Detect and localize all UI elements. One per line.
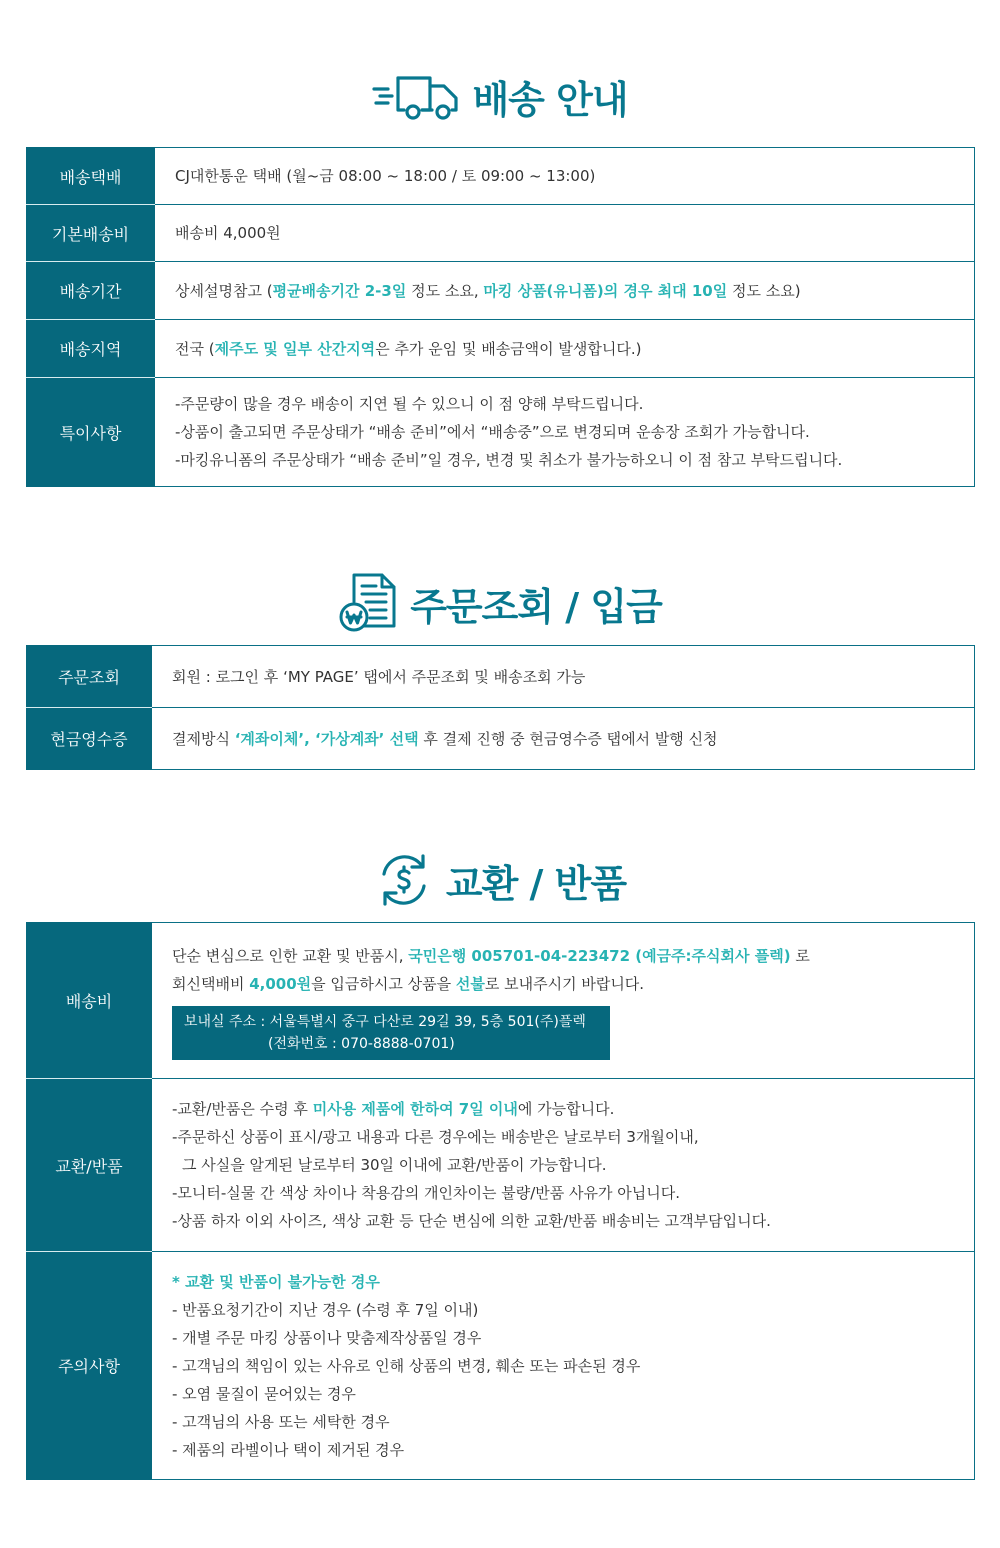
order-inquiry: 회원 : 로그인 후 ‘MY PAGE’ 탭에서 주문조회 및 배송조회 가능 <box>152 646 975 708</box>
table-row <box>27 1252 975 1480</box>
row-label: 현금영수증 <box>27 708 152 770</box>
table-row <box>27 708 975 770</box>
order-table <box>26 645 975 770</box>
list-item: - 오염 물질이 묻어있는 경우 <box>172 1384 356 1403</box>
list-item: -주문량이 많을 경우 배송이 지연 될 수 있으니 이 점 양해 부탁드립니다. <box>175 395 644 413</box>
list-item: -주문하신 상품이 표시/광고 내용과 다른 경우에는 배송받은 날로부터 3개월이내, <box>172 1128 699 1146</box>
row-label: 교환/반품 <box>27 1079 152 1252</box>
table-row <box>27 205 975 262</box>
row-label: 주의사항 <box>27 1252 152 1480</box>
row-label: 배송지역 <box>27 320 155 378</box>
return-shipping-fee: 단순 변심으로 인한 교환 및 반품시, 국민은행 005701-04-223472 (예금주:주식회사 플렉) 로 회신택배비 4,000원을 입금하시고 상품을 선불로 보내주시기 바랍니다. 보내실 주소 : 서울특별시 중구 다산로 29길 39, 5층 501(주)플렉 (전화번호 : 070-8888-0701) <box>152 923 975 1079</box>
bank-account: 국민은행 005701-04-223472 (예금주:주식회사 플렉) <box>408 946 791 965</box>
caution-heading: * 교환 및 반품이 불가능한 경우 <box>172 1272 380 1291</box>
list-item: - 반품요청기간이 지난 경우 (수령 후 7일 이내) <box>172 1300 479 1319</box>
list-item: -모니터-실물 간 색상 차이나 착용감의 개인차이는 불량/반품 사유가 아닙니다. <box>172 1184 680 1202</box>
table-row <box>27 378 975 487</box>
row-label: 배송비 <box>27 923 152 1079</box>
row-label: 기본배송비 <box>27 205 155 262</box>
shipping-title: 배송 안내 <box>472 77 628 122</box>
table-row <box>27 320 975 378</box>
table-row <box>27 148 975 205</box>
shipping-table <box>26 147 975 487</box>
list-item: - 개별 주문 마킹 상품이나 맞춤제작상품일 경우 <box>172 1328 482 1347</box>
row-label: 주문조회 <box>27 646 152 708</box>
exchange-table <box>26 922 975 1480</box>
list-item: -상품이 출고되면 주문상태가 “배송 준비”에서 “배송중”으로 변경되며 운송장 조회가 가능합니다. <box>175 423 810 441</box>
won-receipt-icon <box>338 572 398 634</box>
shipping-period: 상세설명참고 (평균배송기간 2-3일 정도 소요, 마킹 상품(유니폼)의 경우 최대 10일 정도 소요) <box>155 262 975 320</box>
list-item: -상품 하자 이외 사이즈, 색상 교환 등 단순 변심에 의한 교환/반품 배송비는 고객부담입니다. <box>172 1212 771 1230</box>
return-phone: (전화번호 : 070-8888-0701) <box>268 1035 455 1052</box>
special-notes <box>155 378 975 487</box>
list-item: - 제품의 라벨이나 택이 제거된 경우 <box>172 1440 405 1459</box>
courier-info: CJ대한통운 택배 (월~금 08:00 ~ 18:00 / 토 09:00 ~ 13:00) <box>155 148 975 205</box>
table-row <box>27 262 975 320</box>
exchange-return-policy: -교환/반품은 수령 후 미사용 제품에 한하여 7일 이내에 가능합니다. -주문하신 상품이 표시/광고 내용과 다른 경우에는 배송받은 날로부터 3개월이내, 그 사실을 알게된 날로부터 30일 이내에 교환/반품이 가능합니다. -모니터-실물 간 색상 차이나 착용감의 개인차이는 불량/반품 사유가 아닙니다. -상품 하자 이외 사이즈, 색상 교환 등 단순 변심에 의한 교환/반품 배송비는 고객부담입니다. <box>152 1079 975 1252</box>
order-title: 주문조회 / 입금 <box>410 584 662 629</box>
caution-notes <box>152 1252 975 1480</box>
table-row <box>27 1079 975 1252</box>
table-row <box>27 923 975 1079</box>
shipping-fee: 배송비 4,000원 <box>155 205 975 262</box>
list-item: - 고객님의 사용 또는 세탁한 경우 <box>172 1412 390 1431</box>
table-row <box>27 646 975 708</box>
return-address: 보내실 주소 : 서울특별시 중구 다산로 29길 39, 5층 501(주)플렉 <box>184 1013 586 1030</box>
shipping-section-title <box>0 70 1000 122</box>
cash-receipt: 결제방식 ‘계좌이체’, ‘가상계좌’ 선택 후 결제 진행 중 현금영수증 탭에서 발행 신청 <box>152 708 975 770</box>
return-address-box <box>172 1006 610 1060</box>
list-item: - 고객님의 책임이 있는 사유로 인해 상품의 변경, 훼손 또는 파손된 경우 <box>172 1356 641 1375</box>
row-label: 배송기간 <box>27 262 155 320</box>
delivery-truck-icon <box>372 72 460 120</box>
order-section-title <box>0 572 1000 634</box>
exchange-title: 교환 / 반품 <box>445 861 627 906</box>
row-label: 배송택배 <box>27 148 155 205</box>
list-item: -마킹유니폼의 주문상태가 “배송 준비”일 경우, 변경 및 취소가 불가능하오니 이 점 참고 부탁드립니다. <box>175 451 843 469</box>
exchange-section-title <box>0 852 1000 908</box>
shipping-region: 전국 (제주도 및 일부 산간지역은 추가 운임 및 배송금액이 발생합니다.) <box>155 320 975 378</box>
dollar-exchange-icon <box>374 852 434 908</box>
row-label: 특이사항 <box>27 378 155 487</box>
list-item: 그 사실을 알게된 날로부터 30일 이내에 교환/반품이 가능합니다. <box>182 1156 607 1174</box>
